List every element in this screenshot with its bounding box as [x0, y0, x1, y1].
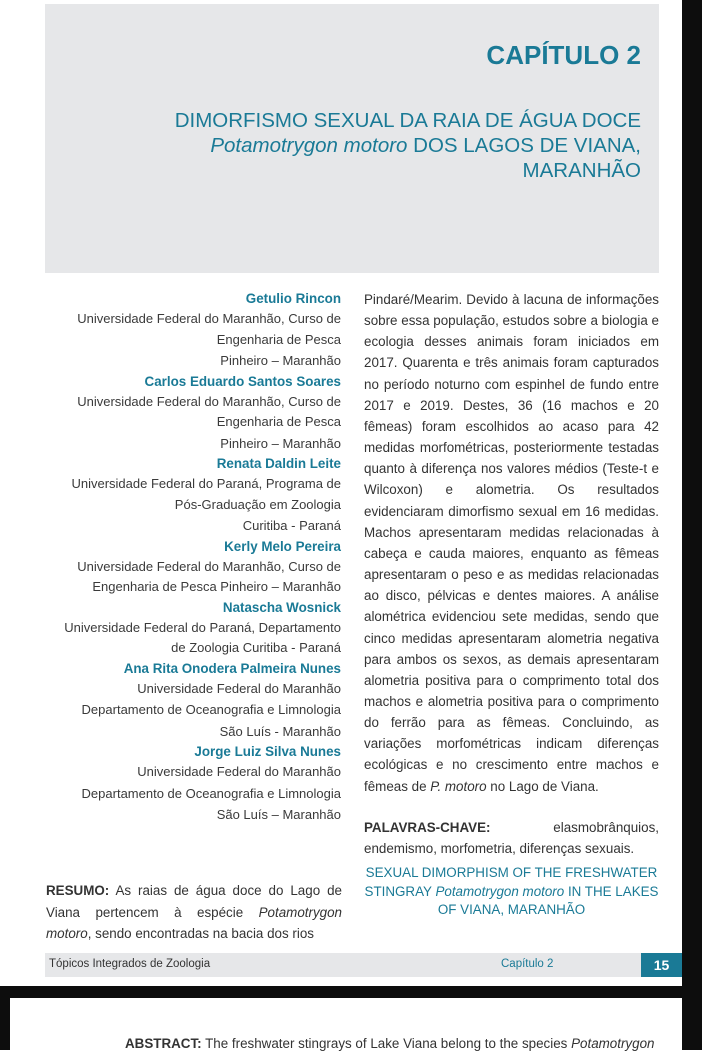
authors-list [50, 289, 341, 826]
chapter-header [45, 4, 659, 273]
affiliation-line: Engenharia de Pesca [216, 414, 341, 429]
affiliation-line: Universidade Federal do Paraná, Programa de [71, 476, 341, 491]
page-separator [0, 986, 702, 998]
resumo-text-2: , sendo encontradas na bacia dos rios [87, 926, 314, 941]
english-title-1: SEXUAL DIMORPHISM OF THE FRESHWATER STINGRAY [364, 865, 658, 899]
resumo-label: RESUMO: [46, 883, 110, 898]
author-entry [50, 598, 341, 659]
author-name: Natascha Wosnick [222, 599, 341, 615]
affiliation-line: Engenharia de Pesca Pinheiro – Maranhão [92, 579, 341, 594]
footer-book-title: Tópicos Integrados de Zoologia [49, 958, 211, 970]
keywords-text: elasmobrânquios, endemismo, morfometria, diferenças sexuais. [364, 820, 659, 856]
affiliation-line: Universidade Federal do Maranhão [137, 764, 341, 779]
affiliation-line: Universidade Federal do Maranhão [137, 680, 341, 696]
abstract-text: The freshwater stingrays of Lake Viana belong to the species [201, 1036, 572, 1051]
footer-chapter: Capítulo 2 [501, 958, 554, 970]
title-line-1: DIMORFISMO SEXUAL DA RAIA DE ÁGUA DOCE [174, 109, 641, 132]
resumo-body-species: P. motoro [430, 778, 487, 794]
keywords-label: PALAVRAS-CHAVE: [364, 820, 491, 835]
author-entry [50, 454, 341, 537]
resumo-species: Potamotrygon motoro [46, 904, 342, 941]
affiliation-line: São Luís - Maranhão [219, 723, 341, 739]
abstract-species: Potamotrygon [571, 1036, 655, 1051]
title-line-2: DOS LAGOS DE VIANA, [407, 134, 641, 157]
english-title-2: IN THE LAKES OF VIANA, MARANHÃO [437, 883, 659, 917]
author-entry [50, 289, 341, 372]
chapter-number: CAPÍTULO 2 [486, 40, 641, 70]
resumo-text-1: As raias de água doce do Lago de Viana pertencem à espécie [46, 883, 342, 920]
author-name: Renata Daldin Leite [216, 456, 341, 471]
author-name: Jorge Luiz Silva Nunes [194, 744, 341, 759]
affiliation-line: Pinheiro – Maranhão [220, 353, 341, 368]
keywords [364, 817, 659, 859]
author-name: Carlos Eduardo Santos Soares [144, 373, 341, 389]
english-title-species: Potamotrygon motoro [435, 883, 565, 899]
affiliation-line: Universidade Federal do Maranhão, Curso de [77, 558, 341, 574]
page-number: 15 [641, 953, 682, 977]
resumo-paragraph [46, 880, 342, 945]
title-species: Potamotrygon motoro [210, 134, 408, 157]
affiliation-line: Engenharia de Pesca [216, 331, 341, 347]
affiliation-line: de Zoologia Curitiba - Paraná [171, 640, 341, 655]
affiliation-line: Universidade Federal do Maranhão, Curso de [77, 311, 341, 326]
author-entry [50, 742, 341, 826]
author-name: Kerly Melo Pereira [224, 538, 341, 554]
author-entry [50, 372, 341, 455]
page-footer [45, 953, 641, 977]
abstract-label: ABSTRACT: [125, 1036, 202, 1051]
affiliation-line: Departamento de Oceanografia e Limnologia [81, 785, 341, 801]
chapter-title [81, 108, 641, 183]
author-name: Ana Rita Onodera Palmeira Nunes [123, 660, 341, 676]
author-entry [50, 537, 341, 598]
viewer-right-border [682, 0, 702, 1050]
affiliation-line: Universidade Federal do Paraná, Departamento [64, 619, 341, 635]
affiliation-line: São Luís – Maranhão [216, 807, 341, 822]
resumo-body-end: no Lago de Viana. [486, 778, 599, 794]
viewer-left-border [0, 998, 10, 1050]
affiliation-line: Pós-Graduação em Zoologia [174, 496, 341, 512]
author-entry [50, 659, 341, 743]
affiliation-line: Pinheiro – Maranhão [220, 435, 341, 451]
affiliation-line: Departamento de Oceanografia e Limnologia [81, 702, 341, 717]
author-name: Getulio Rincon [245, 291, 341, 306]
abstract-paragraph [125, 1036, 685, 1051]
resumo-body: Pindaré/Mearim. Devido à lacuna de informações sobre essa população, estudos sobre a biologia e ecologia desses animais foram iniciados em 2017. Quarenta e três animais foram capturados no período noturno com espinhel de fundo entre 2017 e 2019. Destes, 36 (16 machos e 20 fêmeas) foram escolhidos ao acaso para 42 medidas morfométricas, posteriormente testadas quanto à diferença nos valores médios (Teste-t e Wilcoxon) e alometria. Os resultados evidenciaram dimorfismo sexual em 16 medidas. Machos apresentaram medidas relacionadas à cabeça e cauda maiores, enquanto as fêmeas apresentaram o peso e as medidas relacionadas ao disco, pélvicas e dentes maiores. A análise alométrica evidenciou sete medidas, sendo que cinco medidas apresentaram alometria negativa para ambos os sexos, as demais apresentaram alometria positiva para o comprimento total dos machos e alometria positiva para o comprimento do ferrão para as fêmeas. Concluindo, as variações morfométricas indicam diferenças ecológicas e no crescimento entre machos e fêmeas de [364, 292, 659, 794]
resumo-continuation [364, 289, 659, 797]
english-title [364, 864, 659, 920]
affiliation-line: Universidade Federal do Maranhão, Curso de [77, 393, 341, 409]
title-line-3: MARANHÃO [522, 159, 641, 182]
affiliation-line: Curitiba - Paraná [242, 518, 341, 533]
